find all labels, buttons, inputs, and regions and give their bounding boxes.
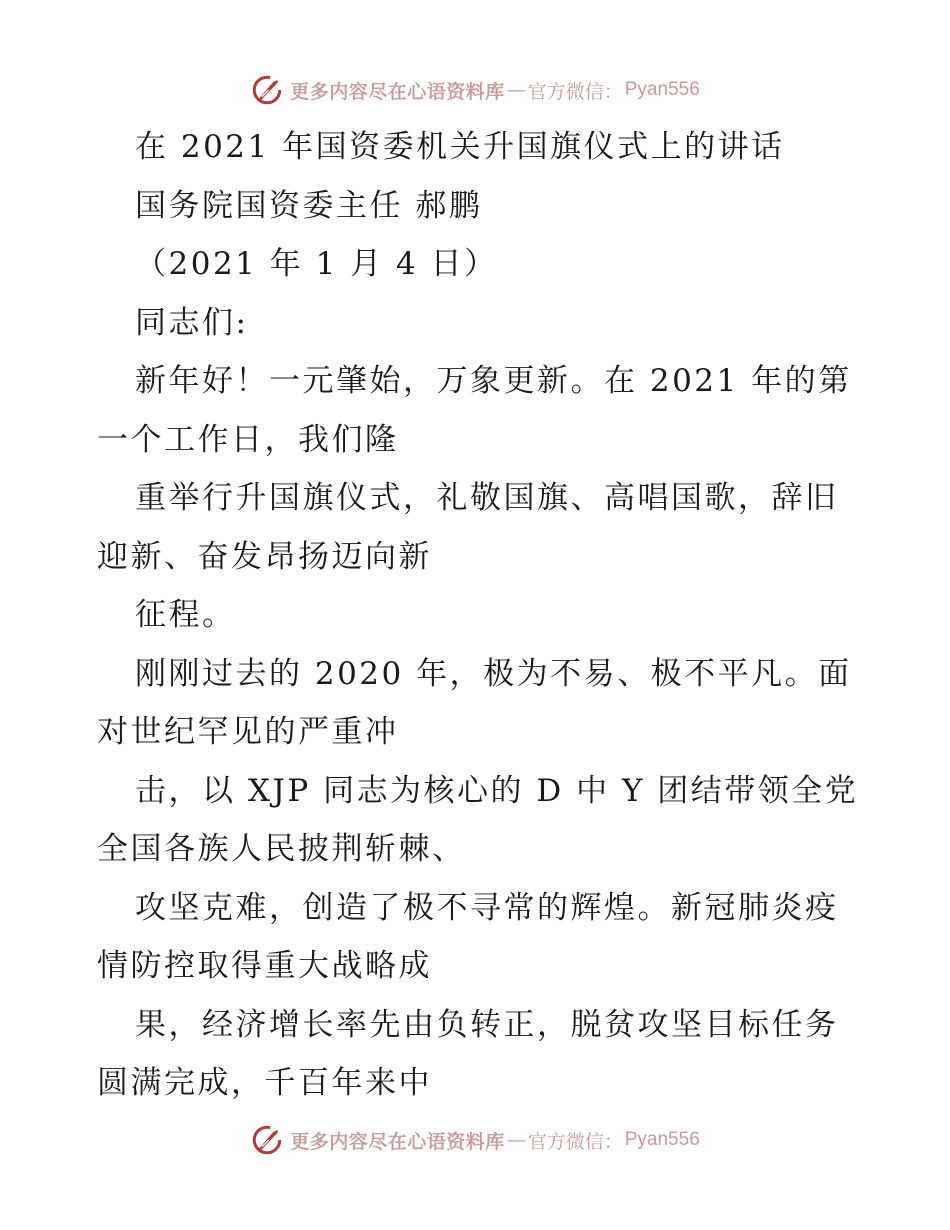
watermark-wechat-label: 官方微信：: [527, 80, 623, 103]
paragraph-line: 一个工作日，我们隆: [97, 421, 399, 458]
watermark-separator: —: [506, 1129, 526, 1151]
paragraph-line: 新年好！一元肇始，万象更新。在 2021 年的第: [135, 363, 852, 399]
paragraph-line: 攻坚克难，创造了极不寻常的辉煌。新冠肺炎疫: [135, 889, 839, 926]
watermark-wechat-id: Pyan556: [624, 1129, 700, 1150]
watermark-separator: —: [506, 79, 526, 101]
paragraph-line: 对世纪罕见的严重冲: [97, 714, 399, 750]
paragraph-line: 情防控取得重大战略成: [97, 948, 432, 984]
watermark-wechat-label: 官方微信：: [527, 1130, 623, 1153]
quill-logo-icon: [250, 73, 284, 107]
watermark-banner-top: [0, 70, 950, 110]
paragraph-line: 圆满完成，千百年来中: [97, 1065, 432, 1101]
paragraph-line: 击，以 XJP 同志为核心的 D 中 Y 团结带领全党: [135, 772, 859, 809]
watermark-banner-bottom: [0, 1120, 950, 1160]
watermark-text: 更多内容尽在心语资料库: [290, 80, 505, 103]
watermark-text: 更多内容尽在心语资料库: [290, 1130, 505, 1153]
paragraph-line: 刚刚过去的 2020 年，极为不易、极不平凡。面: [135, 655, 852, 692]
paragraph-line: 迎新、奋发昂扬迈向新: [97, 538, 432, 575]
date-line: （2021 年 1 月 4 日）: [135, 246, 498, 282]
paragraph-line: 重举行升国旗仪式，礼敬国旗、高唱国歌，辞旧: [135, 480, 839, 516]
quill-logo-icon: [250, 1123, 284, 1157]
author-line: 国务院国资委主任 郝鹏: [135, 187, 483, 224]
watermark-wechat-id: Pyan556: [624, 79, 700, 100]
paragraph-line: 征程。: [135, 597, 236, 633]
document-body: [97, 118, 857, 1113]
document-title: 在 2021 年国资委机关升国旗仪式上的讲话: [135, 129, 785, 165]
paragraph-line: 果，经济增长率先由负转正，脱贫攻坚目标任务: [135, 1006, 839, 1043]
paragraph-line: 全国各族人民披荆斩棘、: [97, 831, 466, 867]
salutation: 同志们:: [135, 304, 249, 341]
